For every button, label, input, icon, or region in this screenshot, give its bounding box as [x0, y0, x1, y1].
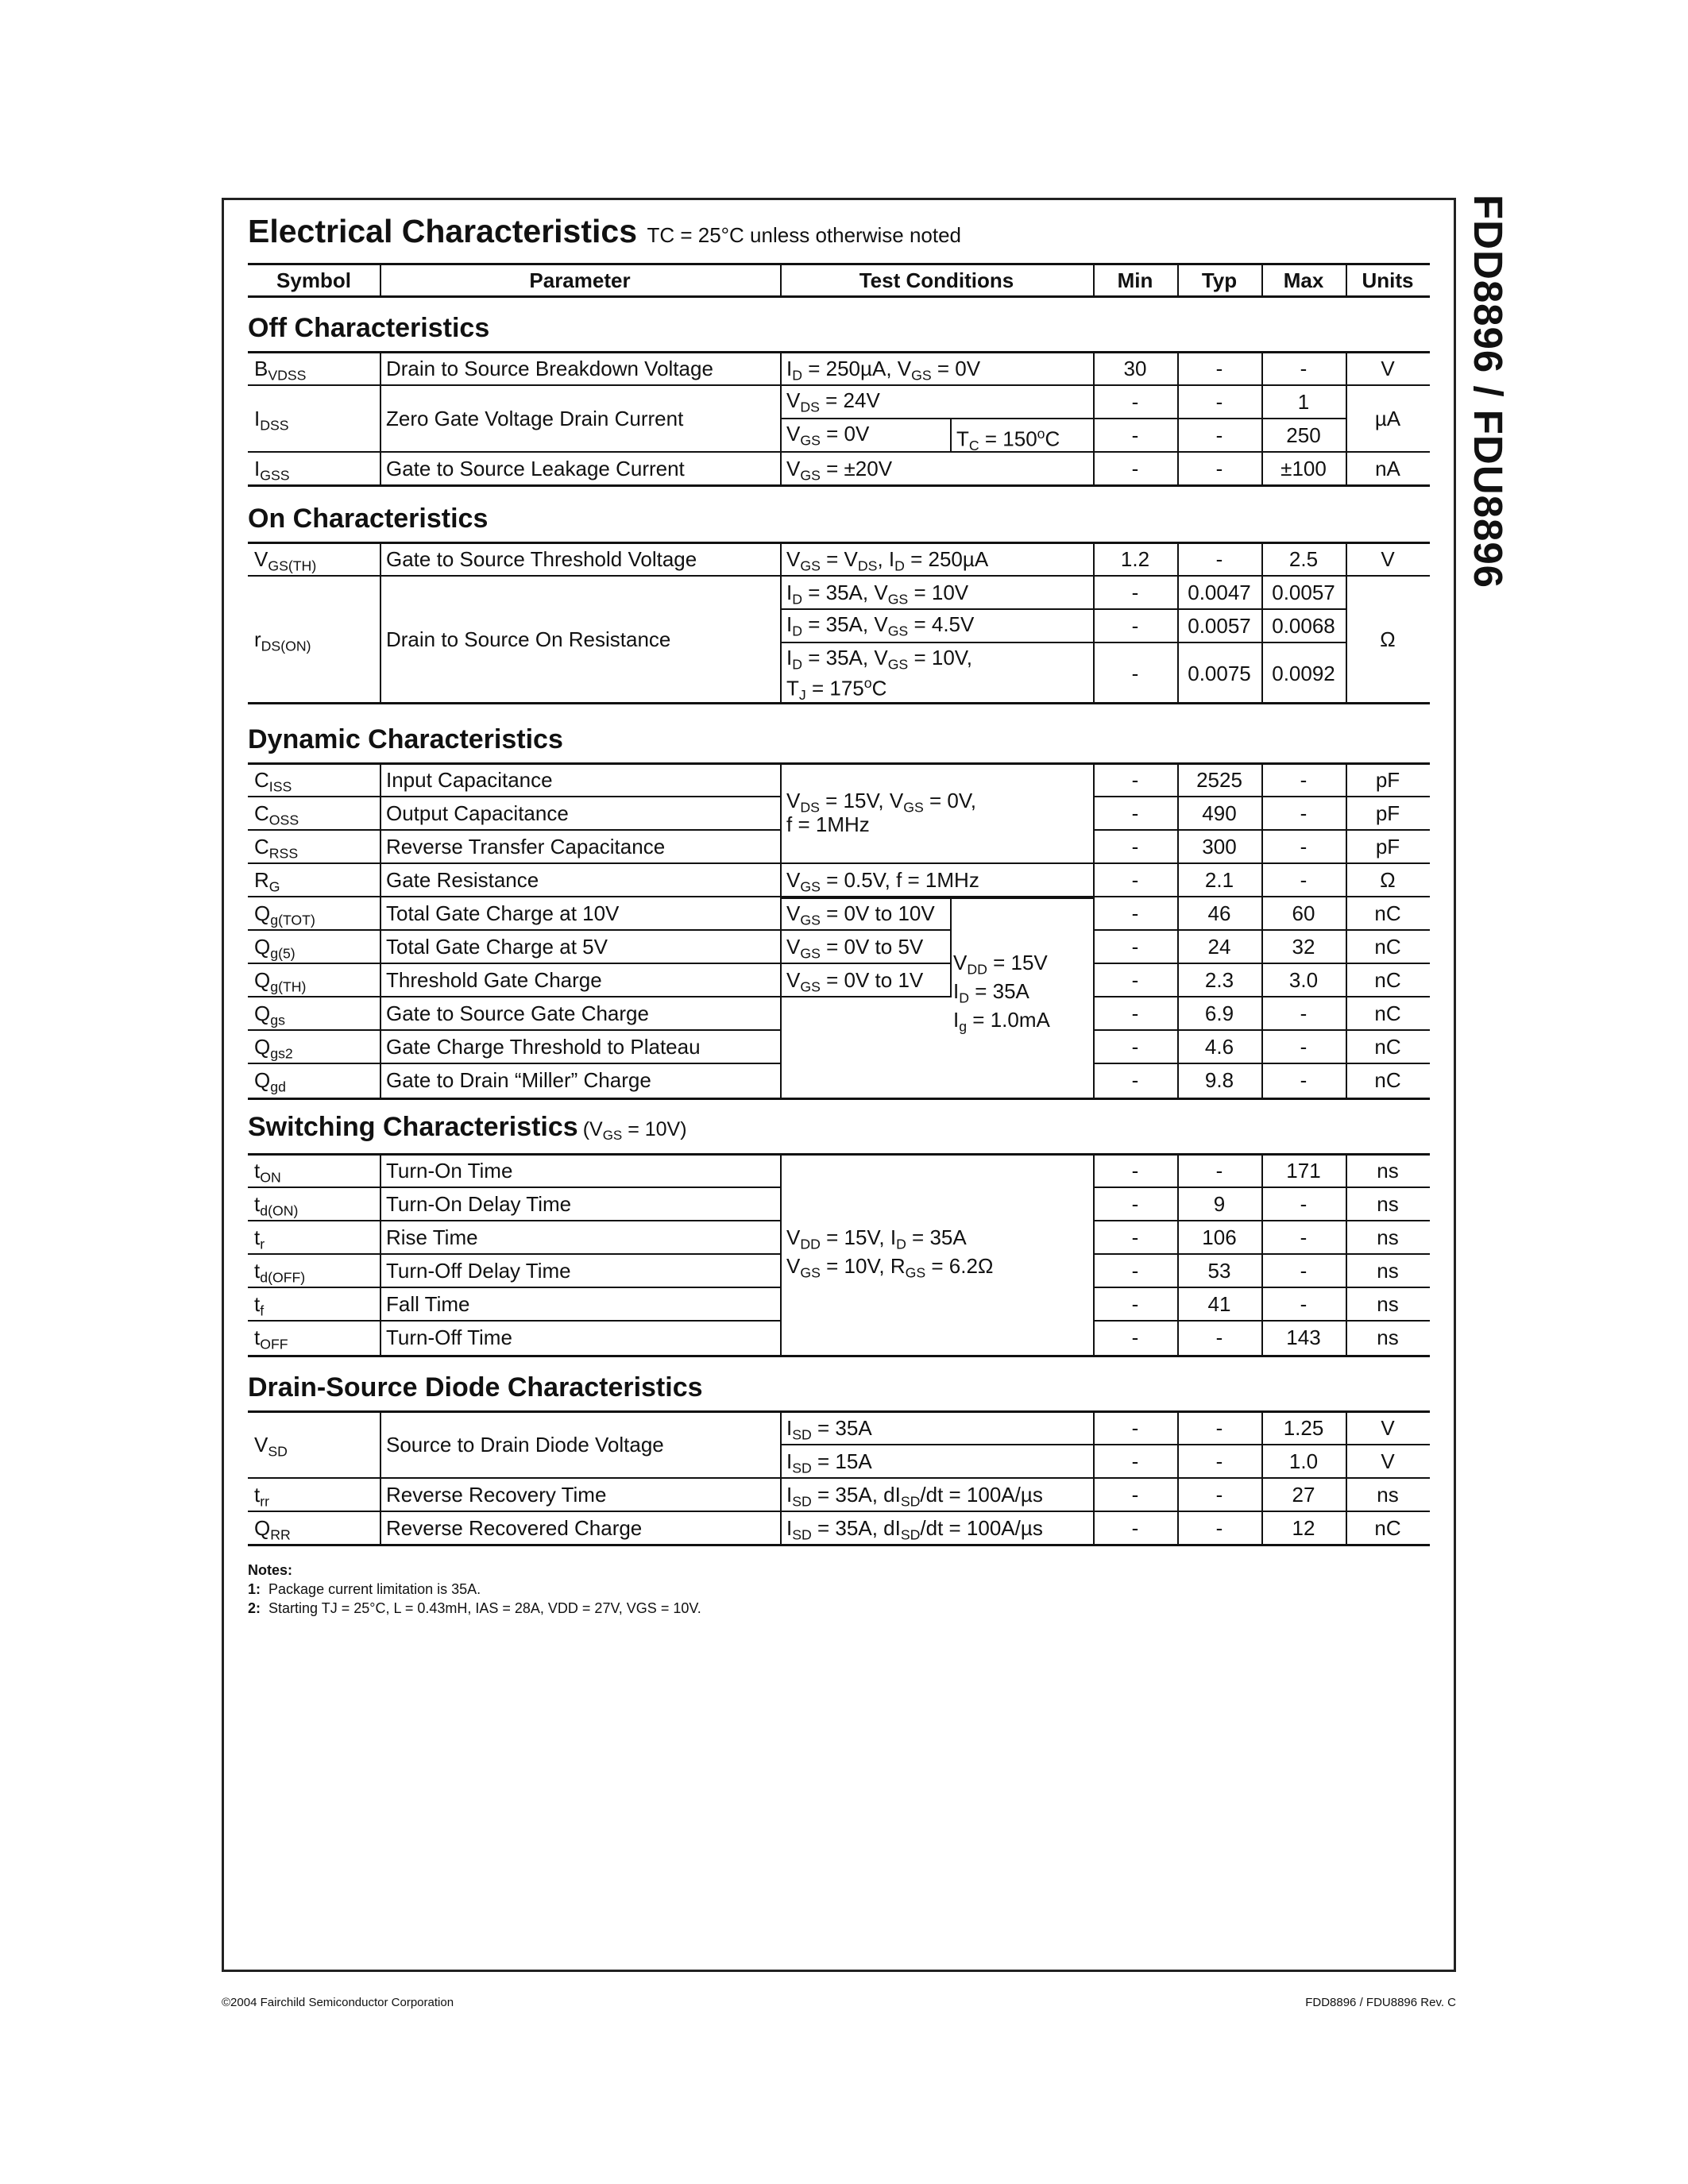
qgs2-symbol: $Q_{gs2}$ — [254, 1035, 293, 1062]
qgd-max: - — [1300, 1068, 1308, 1092]
trr-min: - — [1131, 1483, 1139, 1507]
column-rule — [1346, 542, 1347, 704]
ciss-typ: 2525 — [1196, 768, 1242, 792]
idss-r2-min: - — [1131, 423, 1139, 447]
cap-cond-2: f = 1MHz — [786, 812, 870, 836]
tr-typ: 106 — [1202, 1225, 1237, 1249]
column-rule — [1346, 1410, 1347, 1545]
rdson-parameter: Drain to Source On Resistance — [386, 627, 671, 651]
column-rule — [1093, 351, 1095, 486]
tr-symbol: $t_r$ — [254, 1225, 265, 1252]
tr-parameter: Rise Time — [386, 1225, 478, 1249]
ciss-min: - — [1131, 768, 1139, 792]
rule — [248, 295, 1430, 298]
column-rule — [1093, 542, 1095, 704]
crss-min: - — [1131, 835, 1139, 859]
qg5-cond: $V_{GS} = 0V$ to 5V — [786, 935, 924, 962]
igss-cond: $V_{GS} = \pm 20V$ — [786, 457, 893, 484]
trr-max: 27 — [1292, 1483, 1315, 1507]
qgtot-max: 60 — [1292, 901, 1315, 925]
section-switching: Switching Characteristics $(V_{GS} = 10V)$ — [248, 1112, 687, 1144]
tdoff-typ: 53 — [1207, 1259, 1231, 1283]
column-rule — [780, 1153, 782, 1356]
qgs2-units: nC — [1374, 1035, 1401, 1059]
rdson-cond-4: $T_J = 175^oC$ — [786, 675, 887, 704]
footer-copyright: ©2004 Fairchild Semiconductor Corporation — [222, 1996, 454, 2009]
tf-max: - — [1300, 1292, 1308, 1316]
igss-units: nA — [1375, 457, 1400, 480]
common-cond-3: $I_g = 1.0mA$ — [953, 1008, 1050, 1035]
idss-r1-min: - — [1131, 390, 1139, 414]
toff-units: ns — [1377, 1325, 1399, 1349]
section-diode: Drain-Source Diode Characteristics — [248, 1372, 703, 1403]
toff-max: 143 — [1286, 1325, 1321, 1349]
ton-min: - — [1131, 1159, 1139, 1183]
qrr-units: nC — [1374, 1516, 1401, 1540]
ton-typ: - — [1215, 1159, 1223, 1183]
rdson-r1-typ: 0.0047 — [1188, 581, 1251, 604]
vgsth-cond: $V_{GS} = V_{DS}$, $I_D = 250\mu A$ — [786, 547, 989, 574]
qrr-symbol: $Q_{RR}$ — [254, 1516, 291, 1543]
vsd-cond-2: $I_{SD} = 15A$ — [786, 1449, 872, 1476]
idss-cond-3: $T_C = 150^oC$ — [956, 426, 1060, 454]
rule — [248, 1287, 780, 1288]
ciss-units: pF — [1375, 768, 1400, 792]
bvdss-symbol: $B_{VDSS}$ — [254, 357, 307, 384]
qgd-units: nC — [1374, 1068, 1401, 1092]
column-rule — [950, 418, 952, 451]
rule — [248, 1187, 780, 1188]
rdson-r3-max: 0.0092 — [1272, 662, 1335, 685]
column-header-symbol: Symbol — [276, 268, 351, 292]
igss-typ: - — [1215, 457, 1223, 480]
vsd-r1-units: V — [1381, 1416, 1395, 1440]
rule — [248, 829, 780, 831]
ciss-max: - — [1300, 768, 1308, 792]
qgs2-min: - — [1131, 1035, 1139, 1059]
column-header-typ: Typ — [1201, 268, 1238, 292]
vgsth-symbol: $V_{GS(TH)}$ — [254, 547, 317, 574]
qgs-max: - — [1300, 1001, 1308, 1025]
trr-typ: - — [1215, 1483, 1223, 1507]
tf-units: ns — [1377, 1292, 1399, 1316]
toff-typ: - — [1215, 1325, 1223, 1349]
tdoff-max: - — [1300, 1259, 1308, 1283]
rg-units: Ω — [1380, 868, 1396, 892]
trr-parameter: Reverse Recovery Time — [386, 1483, 607, 1507]
ciss-symbol: $C_{ISS}$ — [254, 768, 292, 795]
rdson-r1-min: - — [1131, 581, 1139, 604]
rdson-units: Ω — [1380, 627, 1396, 651]
tr-min: - — [1131, 1225, 1139, 1249]
tdon-max: - — [1300, 1192, 1308, 1216]
qgs-typ: 6.9 — [1204, 1001, 1234, 1025]
common-cond-2: $I_D = 35A$ — [953, 979, 1029, 1006]
qgth-units: nC — [1374, 968, 1401, 992]
qgs-parameter: Gate to Source Gate Charge — [386, 1001, 649, 1025]
rdson-r3-typ: 0.0075 — [1188, 662, 1251, 685]
rule — [248, 263, 1430, 265]
column-rule — [780, 542, 782, 704]
vgsth-max: 2.5 — [1288, 547, 1319, 571]
igss-symbol: $I_{GSS}$ — [254, 457, 290, 484]
column-rule — [380, 762, 381, 1099]
column-rule — [1346, 1153, 1347, 1356]
qrr-min: - — [1131, 1516, 1139, 1540]
column-header-min: Min — [1117, 268, 1153, 292]
rg-max: - — [1300, 868, 1308, 892]
column-header-max: Max — [1283, 268, 1324, 292]
section-on: On Characteristics — [248, 504, 489, 534]
vsd-symbol: $V_{SD}$ — [254, 1433, 288, 1460]
rule — [248, 702, 1430, 704]
rdson-r1-max: 0.0057 — [1272, 581, 1335, 604]
vgsth-parameter: Gate to Source Threshold Voltage — [386, 547, 697, 571]
rg-cond: $V_{GS} = 0.5V$, f = 1MHz — [786, 868, 979, 895]
column-rule — [1261, 263, 1263, 297]
column-rule — [1177, 542, 1179, 704]
qgd-symbol: $Q_{gd}$ — [254, 1068, 286, 1095]
idss-symbol: $I_{DSS}$ — [254, 407, 289, 434]
page-title: Electrical Characteristics — [248, 213, 637, 249]
column-header-parameter: Parameter — [529, 268, 631, 292]
column-rule — [1177, 263, 1179, 297]
vgsth-min: 1.2 — [1120, 547, 1150, 571]
rule — [248, 862, 1430, 864]
qgs-min: - — [1131, 1001, 1139, 1025]
notes — [248, 1561, 701, 1618]
tdon-typ: 9 — [1213, 1192, 1226, 1216]
bvdss-cond: $I_D = 250\mu A$, $V_{GS} = 0V$ — [786, 357, 981, 384]
rule — [248, 1511, 1430, 1512]
column-rule — [380, 1153, 381, 1356]
rg-parameter: Gate Resistance — [386, 868, 539, 892]
column-rule — [1177, 762, 1179, 1099]
qgth-parameter: Threshold Gate Charge — [386, 968, 602, 992]
rule — [248, 484, 1430, 487]
coss-units: pF — [1375, 801, 1400, 825]
ton-symbol: $t_{ON}$ — [254, 1159, 281, 1186]
rg-min: - — [1131, 868, 1139, 892]
rg-symbol: $R_G$ — [254, 868, 280, 895]
rule — [248, 1153, 1430, 1156]
tdon-parameter: Turn-On Delay Time — [386, 1192, 572, 1216]
tdon-units: ns — [1377, 1192, 1399, 1216]
coss-max: - — [1300, 801, 1308, 825]
igss-max: ±100 — [1280, 457, 1327, 480]
qgth-min: - — [1131, 968, 1139, 992]
qgtot-min: - — [1131, 901, 1139, 925]
rule — [780, 1444, 1430, 1445]
tr-units: ns — [1377, 1225, 1399, 1249]
igss-min: - — [1131, 457, 1139, 480]
idss-cond-1: $V_{DS} = 24V$ — [786, 388, 880, 415]
column-rule — [780, 351, 782, 486]
page-subtitle: TC = 25°C unless otherwise noted — [647, 223, 962, 247]
side-title: FDD8896 / FDU8896 — [1466, 195, 1511, 589]
qg10-cond: $V_{GS} = 0V$ to 10V — [786, 901, 935, 928]
vsd-cond-1: $I_{SD} = 35A$ — [786, 1416, 872, 1443]
qgs2-typ: 4.6 — [1204, 1035, 1234, 1059]
coss-typ: 490 — [1202, 801, 1237, 825]
rule — [248, 1253, 780, 1255]
qrr-typ: - — [1215, 1516, 1223, 1540]
crss-max: - — [1300, 835, 1308, 859]
column-rule — [780, 1410, 782, 1545]
bvdss-parameter: Drain to Source Breakdown Voltage — [386, 357, 713, 380]
bvdss-typ: - — [1215, 357, 1223, 380]
qgtot-symbol: $Q_{g(TOT)}$ — [254, 901, 315, 928]
column-rule — [1346, 351, 1347, 486]
tf-typ: 41 — [1207, 1292, 1231, 1316]
crss-symbol: $C_{RSS}$ — [254, 835, 299, 862]
coss-symbol: $C_{OSS}$ — [254, 801, 299, 828]
vgsth-units: V — [1381, 547, 1395, 571]
qrr-cond: $I_{SD} = 35A$, $dI_{SD}/dt = 100A/\mu s$ — [786, 1516, 1043, 1543]
bvdss-units: V — [1381, 357, 1395, 380]
ton-parameter: Turn-On Time — [386, 1159, 513, 1183]
column-rule — [1261, 351, 1263, 486]
rdson-cond-1: $I_D = 35A$, $V_{GS} = 10V$ — [786, 581, 969, 608]
tdoff-symbol: $t_{d(OFF)}$ — [254, 1259, 306, 1286]
rule — [248, 1098, 1430, 1100]
tdoff-parameter: Turn-Off Delay Time — [386, 1259, 571, 1283]
column-rule — [1346, 762, 1347, 1099]
tf-min: - — [1131, 1292, 1139, 1316]
rdson-r2-typ: 0.0057 — [1188, 614, 1251, 638]
toff-symbol: $t_{OFF}$ — [254, 1325, 288, 1352]
qg5-max: 32 — [1292, 935, 1315, 959]
column-rule — [1177, 351, 1179, 486]
qg5-min: - — [1131, 935, 1139, 959]
notes-title: Notes: — [248, 1562, 293, 1578]
qrr-max: 12 — [1292, 1516, 1315, 1540]
section-off: Off Characteristics — [248, 313, 490, 343]
column-rule — [1261, 1410, 1263, 1545]
rule — [248, 384, 1430, 386]
column-rule — [1177, 1410, 1179, 1545]
qgth-typ: 2.3 — [1204, 968, 1234, 992]
column-rule — [1177, 1153, 1179, 1356]
column-rule — [380, 263, 381, 297]
qgth-symbol: $Q_{g(TH)}$ — [254, 968, 307, 995]
idss-cond-2: $V_{GS} = 0V$ — [786, 422, 870, 449]
column-rule — [1346, 263, 1347, 297]
rule — [248, 1029, 780, 1031]
igss-parameter: Gate to Source Leakage Current — [386, 457, 685, 480]
rule — [248, 542, 1430, 544]
qg5-units: nC — [1374, 935, 1401, 959]
column-rule — [380, 542, 381, 704]
rule — [248, 1220, 780, 1221]
crss-typ: 300 — [1202, 835, 1237, 859]
rule — [248, 575, 1430, 577]
rule — [248, 1544, 1430, 1546]
toff-parameter: Turn-Off Time — [386, 1325, 512, 1349]
idss-r1-typ: - — [1215, 390, 1223, 414]
cap-cond-1: $V_{DS} = 15V$, $V_{GS} = 0V$, — [786, 789, 977, 816]
page-heading — [248, 213, 961, 250]
rule — [248, 1410, 1430, 1413]
rdson-symbol: $r_{DS(ON)}$ — [254, 627, 311, 654]
vsd-r1-typ: - — [1215, 1416, 1223, 1440]
rdson-cond-3: $I_D = 35A$, $V_{GS} = 10V$, — [786, 646, 972, 673]
column-rule — [1093, 762, 1095, 1099]
column-rule — [380, 351, 381, 486]
qgtot-units: nC — [1374, 901, 1401, 925]
note-2: 2: Starting TJ = 25°C, L = 0.43mH, IAS = 28A, VDD = 27V, VGS = 10V. — [248, 1600, 701, 1616]
rule — [248, 1355, 1430, 1357]
column-rule — [1261, 1153, 1263, 1356]
footer-revision: FDD8896 / FDU8896 Rev. C — [1305, 1996, 1456, 2009]
qrr-parameter: Reverse Recovered Charge — [386, 1516, 643, 1540]
tdon-min: - — [1131, 1192, 1139, 1216]
column-rule — [1261, 542, 1263, 704]
idss-r1-max: 1 — [1297, 390, 1310, 414]
idss-r2-max: 250 — [1286, 423, 1321, 447]
rule — [248, 762, 1430, 765]
trr-cond: $I_{SD} = 35A$, $dI_{SD}/dt = 100A/\mu s$ — [786, 1483, 1043, 1510]
common-cond-1: $V_{DD} = 15V$ — [953, 951, 1048, 978]
column-header-test-conditions: Test Conditions — [859, 268, 1014, 292]
vgsth-typ: - — [1215, 547, 1223, 571]
rule — [248, 451, 1430, 453]
tdoff-units: ns — [1377, 1259, 1399, 1283]
ton-units: ns — [1377, 1159, 1399, 1183]
rule — [248, 351, 1430, 353]
idss-r2-typ: - — [1215, 423, 1223, 447]
qgtot-typ: 46 — [1207, 901, 1231, 925]
tf-parameter: Fall Time — [386, 1292, 470, 1316]
qgd-typ: 9.8 — [1204, 1068, 1234, 1092]
vsd-r2-min: - — [1131, 1449, 1139, 1473]
qgs2-parameter: Gate Charge Threshold to Plateau — [386, 1035, 701, 1059]
crss-units: pF — [1375, 835, 1400, 859]
rule — [248, 796, 780, 797]
vsd-r2-typ: - — [1215, 1449, 1223, 1473]
bvdss-min: 30 — [1123, 357, 1147, 380]
idss-parameter: Zero Gate Voltage Drain Current — [386, 407, 684, 430]
coss-min: - — [1131, 801, 1139, 825]
qgs-symbol: $Q_{gs}$ — [254, 1001, 285, 1028]
column-header-units: Units — [1362, 268, 1414, 292]
vsd-r2-units: V — [1381, 1449, 1395, 1473]
rule — [248, 1320, 780, 1322]
column-rule — [780, 762, 782, 1099]
rule — [248, 1063, 780, 1064]
crss-parameter: Reverse Transfer Capacitance — [386, 835, 666, 859]
note-1: 1: Package current limitation is 35A. — [248, 1581, 481, 1597]
qg5-typ: 24 — [1207, 935, 1231, 959]
qg5-parameter: Total Gate Charge at 5V — [386, 935, 608, 959]
rdson-r2-min: - — [1131, 614, 1139, 638]
tdon-symbol: $t_{d(ON)}$ — [254, 1192, 299, 1219]
qgth-cond: $V_{GS} = 0V$ to 1V — [786, 968, 924, 995]
column-rule — [1093, 1153, 1095, 1356]
column-rule — [1093, 263, 1095, 297]
qgth-max: 3.0 — [1288, 968, 1319, 992]
qgtot-parameter: Total Gate Charge at 10V — [386, 901, 620, 925]
column-rule — [1093, 1410, 1095, 1545]
rdson-r3-min: - — [1131, 662, 1139, 685]
vsd-r2-max: 1.0 — [1288, 1449, 1319, 1473]
column-rule — [1261, 762, 1263, 1099]
rule — [780, 897, 1093, 899]
tf-symbol: $t_f$ — [254, 1292, 265, 1319]
section-dynamic: Dynamic Characteristics — [248, 724, 563, 754]
rdson-cond-2: $I_D = 35A$, $V_{GS} = 4.5V$ — [786, 612, 975, 639]
column-rule — [950, 897, 952, 997]
column-rule — [380, 1410, 381, 1545]
vsd-r1-min: - — [1131, 1416, 1139, 1440]
qg5-symbol: $Q_{g(5)}$ — [254, 935, 295, 962]
coss-parameter: Output Capacitance — [386, 801, 569, 825]
qgs-units: nC — [1374, 1001, 1401, 1025]
vsd-parameter: Source to Drain Diode Voltage — [386, 1433, 664, 1457]
idss-units: µA — [1374, 407, 1401, 430]
tr-max: - — [1300, 1225, 1308, 1249]
qgd-parameter: Gate to Drain “Miller” Charge — [386, 1068, 651, 1092]
qgd-min: - — [1131, 1068, 1139, 1092]
tdoff-min: - — [1131, 1259, 1139, 1283]
trr-units: ns — [1377, 1483, 1399, 1507]
vsd-r1-max: 1.25 — [1283, 1416, 1324, 1440]
rdson-r2-max: 0.0068 — [1272, 614, 1335, 638]
bvdss-max: - — [1300, 357, 1308, 380]
trr-symbol: $t_{rr}$ — [254, 1483, 270, 1510]
ciss-parameter: Input Capacitance — [386, 768, 553, 792]
column-rule — [780, 263, 782, 297]
sw-cond-1: $V_{DD} = 15V$, $I_D = 35A$ — [786, 1225, 967, 1252]
sw-cond-2: $V_{GS} = 10V$, $R_{GS} = 6.2\Omega$ — [786, 1254, 994, 1281]
rule — [248, 1477, 1430, 1479]
qgs2-max: - — [1300, 1035, 1308, 1059]
toff-min: - — [1131, 1325, 1139, 1349]
rg-typ: 2.1 — [1204, 868, 1234, 892]
ton-max: 171 — [1286, 1159, 1321, 1183]
